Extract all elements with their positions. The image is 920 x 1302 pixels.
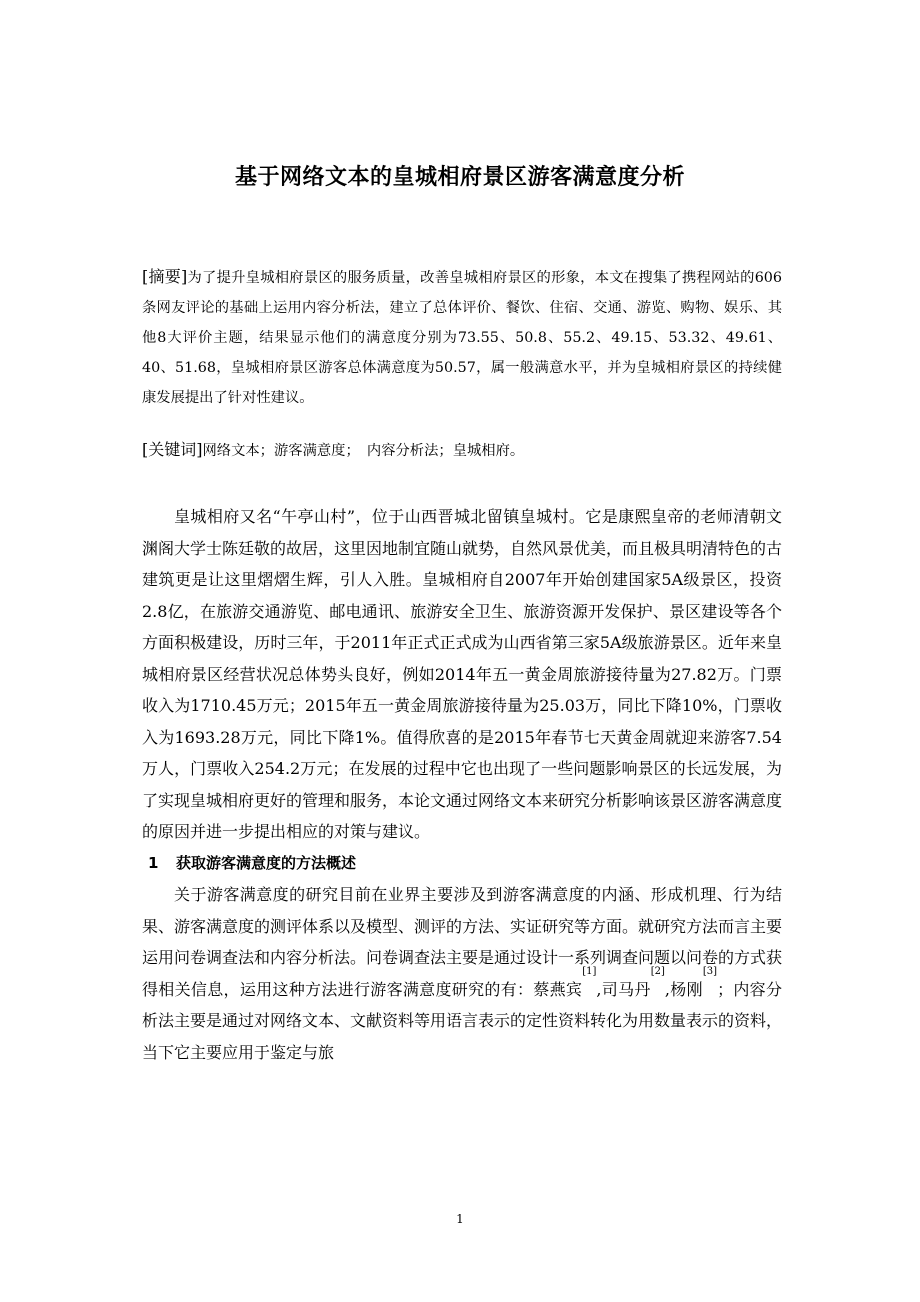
citation-2[interactable]: [2] bbox=[650, 965, 665, 977]
section-heading bbox=[142, 848, 782, 880]
section-title: 获取游客满意度的方法概述 bbox=[176, 853, 357, 872]
section1-sep1: ,司马丹 bbox=[596, 979, 651, 999]
page-number: 1 bbox=[456, 1212, 464, 1226]
section1-paragraph bbox=[142, 879, 782, 1068]
intro-paragraph: 皇城相府又名“午亭山村”，位于山西晋城北留镇皇城村。它是康熙皇帝的老师清朝文渊阁大学士陈廷敬的故居，这里因地制宜随山就势，自然风景优美，而且极具明清特色的古建筑更是让这里熠熠生辉，引人入胜。皇城相府自2007年开始创建国家5A级景区，投资2.8亿，在旅游交通游览、邮电通讯、旅游安全卫生、旅游资源开发保护、景区建设等各个方面积极建设，历时三年，于2011年正式正式成为山西省第三家5A级旅游景区。近年来皇城相府景区经营状况总体势头良好，例如2014年五一黄金周旅游接待量为27.82万。门票收入为1710.45万元；2015年五一黄金周旅游接待量为25.03万，同比下降10%，门票收入为1693.28万元，同比下降1%。值得欣喜的是2015年春节七天黄金周就迎来游客7.54万人，门票收入254.2万元；在发展的过程中它也出现了一些问题影响景区的长远发展，为了实现皇城相府更好的管理和服务，本论文通过网络文本来研究分析影响该景区游客满意度的原因并进一步提出相应的对策与建议。 bbox=[142, 507, 783, 841]
body-text bbox=[142, 501, 782, 1068]
keywords bbox=[142, 436, 782, 465]
abstract bbox=[142, 262, 782, 413]
keywords-text: 网络文本；游客满意度； 内容分析法；皇城相府。 bbox=[202, 443, 525, 459]
section1-text-part2: ；内容分析法主要是通过对网络文本、文献资料等用语言表示的定性资料转化为用数量表示的资料，当下它主要应用于鉴定与旅 bbox=[142, 979, 783, 1062]
citation-1[interactable]: [1] bbox=[582, 965, 597, 977]
section1-sep2: ,杨刚 bbox=[664, 979, 703, 999]
section1-text-part1: 关于游客满意度的研究目前在业界主要涉及到游客满意度的内涵、形成机理、行为结果、游客满意度的测评体系以及模型、测评的方法、实证研究等方面。就研究方法而言主要运用问卷调查法和内容分析法。问卷调查法主要是通过设计一系列调查问题以问卷的方式获得相关信息，运用这种方法进行游客满意度研究的有：蔡燕宾 bbox=[142, 885, 783, 999]
abstract-label: [摘要] bbox=[142, 267, 188, 286]
citation-3[interactable]: [3] bbox=[702, 965, 718, 977]
abstract-text: 为了提升皇城相府景区的服务质量，改善皇城相府景区的形象，本文在搜集了携程网站的606条网友评论的基础上运用内容分析法，建立了总体评价、餐饮、住宿、交通、游览、购物、娱乐、其他8大评价主题，结果显示他们的满意度分别为73.55、50.8、55.2、49.15、53.32、49.61、40、51.68，皇城相府景区游客总体满意度为50.57，属一般满意水平，并为皇城相府景区的持续健康发展提出了针对性建议。 bbox=[142, 270, 782, 406]
paper-title: 基于网络文本的皇城相府景区游客满意度分析 bbox=[234, 165, 685, 190]
keywords-label: [关键词] bbox=[142, 440, 203, 459]
section-number: 1 bbox=[148, 853, 159, 872]
